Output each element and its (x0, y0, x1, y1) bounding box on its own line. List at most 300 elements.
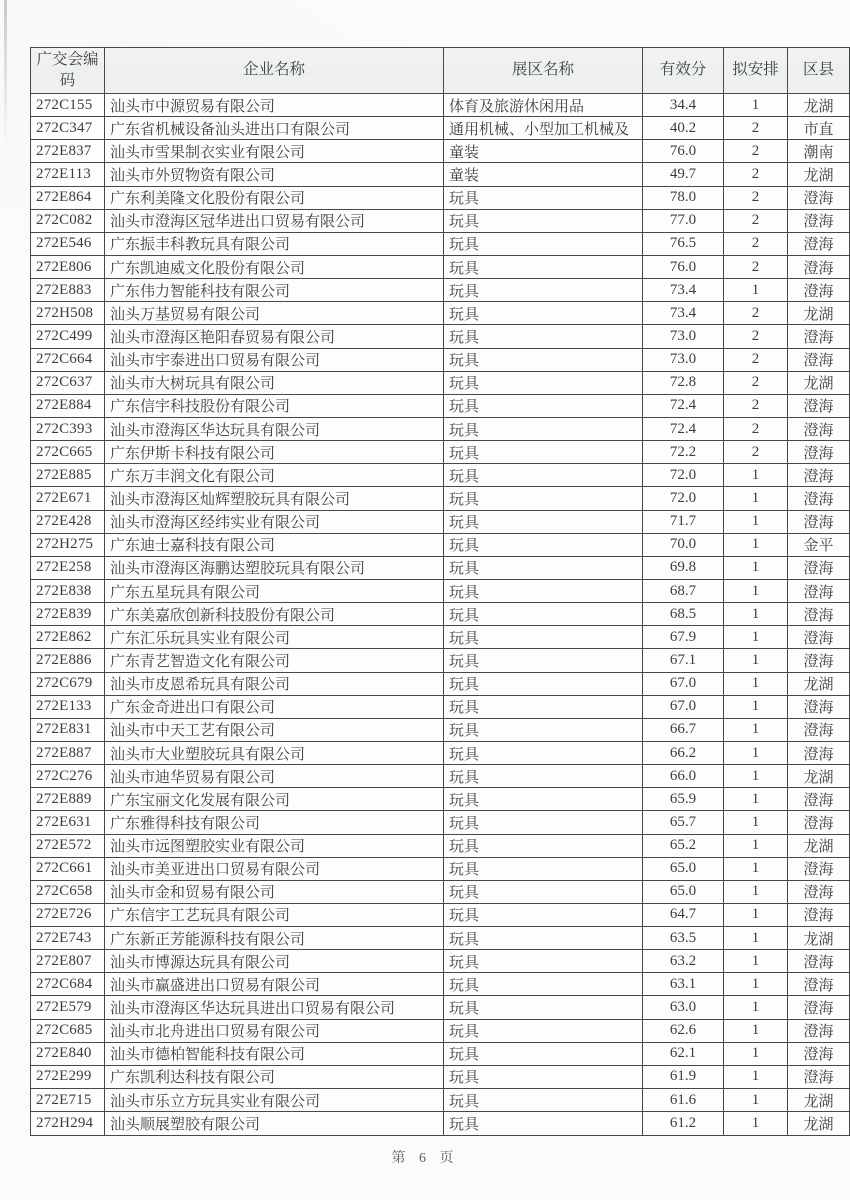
cell-valid-score: 76.0 (643, 140, 724, 163)
cell-district: 龙湖 (788, 302, 850, 325)
cell-valid-score: 71.7 (643, 510, 724, 533)
table-row (31, 464, 850, 487)
cell-fair-code: 272H275 (31, 533, 105, 556)
cell-valid-score: 72.0 (643, 464, 724, 487)
cell-district: 澄海 (788, 903, 850, 926)
cell-company-name: 汕头市澄海区华达玩具有限公司 (105, 417, 444, 440)
cell-exhibit-area: 玩具 (444, 325, 643, 348)
table-row (31, 1089, 850, 1112)
table-row (31, 232, 850, 255)
cell-valid-score: 76.0 (643, 255, 724, 278)
cell-exhibit-area: 玩具 (444, 903, 643, 926)
table-row (31, 903, 850, 926)
cell-valid-score: 62.1 (643, 1042, 724, 1065)
cell-exhibit-area: 玩具 (444, 533, 643, 556)
cell-planned: 2 (724, 232, 788, 255)
cell-valid-score: 63.5 (643, 927, 724, 950)
cell-exhibit-area: 玩具 (444, 649, 643, 672)
cell-exhibit-area: 童装 (444, 140, 643, 163)
table-row (31, 950, 850, 973)
table-row (31, 117, 850, 140)
cell-valid-score: 72.0 (643, 487, 724, 510)
cell-fair-code: 272C665 (31, 441, 105, 464)
cell-company-name: 汕头市雪果制衣实业有限公司 (105, 140, 444, 163)
cell-fair-code: 272C393 (31, 417, 105, 440)
cell-company-name: 汕头市中源贸易有限公司 (105, 94, 444, 117)
table-row (31, 579, 850, 602)
cell-valid-score: 68.5 (643, 603, 724, 626)
cell-valid-score: 67.1 (643, 649, 724, 672)
cell-planned: 1 (724, 718, 788, 741)
cell-district: 澄海 (788, 880, 850, 903)
cell-fair-code: 272E838 (31, 579, 105, 602)
table-row (31, 371, 850, 394)
cell-fair-code: 272E258 (31, 556, 105, 579)
cell-planned: 1 (724, 857, 788, 880)
cell-exhibit-area: 玩具 (444, 1089, 643, 1112)
cell-planned: 1 (724, 903, 788, 926)
cell-valid-score: 72.2 (643, 441, 724, 464)
cell-planned: 1 (724, 94, 788, 117)
cell-company-name: 广东美嘉欣创新科技股份有限公司 (105, 603, 444, 626)
cell-district: 龙湖 (788, 1089, 850, 1112)
col-header-district: 区县 (788, 48, 850, 94)
cell-district: 澄海 (788, 279, 850, 302)
cell-district: 龙湖 (788, 371, 850, 394)
cell-district: 澄海 (788, 741, 850, 764)
cell-valid-score: 70.0 (643, 533, 724, 556)
cell-fair-code: 272E862 (31, 626, 105, 649)
cell-planned: 1 (724, 950, 788, 973)
table-row (31, 1112, 850, 1136)
cell-planned: 1 (724, 626, 788, 649)
cell-planned: 1 (724, 279, 788, 302)
cell-fair-code: 272E715 (31, 1089, 105, 1112)
cell-company-name: 汕头市大树玩具有限公司 (105, 371, 444, 394)
cell-company-name: 广东五星玩具有限公司 (105, 579, 444, 602)
cell-planned: 1 (724, 927, 788, 950)
cell-planned: 1 (724, 556, 788, 579)
cell-exhibit-area: 玩具 (444, 788, 643, 811)
cell-valid-score: 72.4 (643, 417, 724, 440)
cell-company-name: 汕头市美亚进出口贸易有限公司 (105, 857, 444, 880)
cell-planned: 2 (724, 371, 788, 394)
cell-fair-code: 272E113 (31, 163, 105, 186)
table-row (31, 279, 850, 302)
cell-exhibit-area: 玩具 (444, 464, 643, 487)
cell-planned: 1 (724, 1112, 788, 1136)
cell-exhibit-area: 玩具 (444, 510, 643, 533)
cell-exhibit-area: 玩具 (444, 1019, 643, 1042)
cell-company-name: 汕头顺展塑胶有限公司 (105, 1112, 444, 1136)
cell-fair-code: 272E886 (31, 649, 105, 672)
cell-exhibit-area: 通用机械、小型加工机械及 (444, 117, 643, 140)
cell-valid-score: 65.0 (643, 857, 724, 880)
cell-fair-code: 272E837 (31, 140, 105, 163)
cell-fair-code: 272E831 (31, 718, 105, 741)
cell-exhibit-area: 玩具 (444, 695, 643, 718)
cell-exhibit-area: 玩具 (444, 834, 643, 857)
cell-planned: 1 (724, 1065, 788, 1088)
cell-exhibit-area: 玩具 (444, 626, 643, 649)
table-row (31, 695, 850, 718)
cell-district: 龙湖 (788, 672, 850, 695)
table-row (31, 209, 850, 232)
table-body (31, 94, 850, 1136)
cell-exhibit-area: 玩具 (444, 579, 643, 602)
cell-company-name: 汕头市澄海区海鹏达塑胶玩具有限公司 (105, 556, 444, 579)
cell-company-name: 广东万丰润文化有限公司 (105, 464, 444, 487)
cell-planned: 1 (724, 996, 788, 1019)
table-row (31, 325, 850, 348)
cell-planned: 2 (724, 394, 788, 417)
cell-company-name: 汕头万基贸易有限公司 (105, 302, 444, 325)
cell-company-name: 汕头市金和贸易有限公司 (105, 880, 444, 903)
cell-valid-score: 68.7 (643, 579, 724, 602)
cell-valid-score: 73.4 (643, 279, 724, 302)
table-row (31, 94, 850, 117)
cell-fair-code: 272E299 (31, 1065, 105, 1088)
table-row (31, 880, 850, 903)
cell-exhibit-area: 体育及旅游休闲用品 (444, 94, 643, 117)
cell-company-name: 广东信宇工艺玩具有限公司 (105, 903, 444, 926)
cell-valid-score: 72.8 (643, 371, 724, 394)
cell-company-name: 汕头市迪华贸易有限公司 (105, 765, 444, 788)
cell-district: 澄海 (788, 464, 850, 487)
cell-district: 澄海 (788, 186, 850, 209)
cell-fair-code: 272E631 (31, 811, 105, 834)
cell-fair-code: 272E839 (31, 603, 105, 626)
cell-fair-code: 272C658 (31, 880, 105, 903)
cell-exhibit-area: 玩具 (444, 857, 643, 880)
cell-fair-code: 272E428 (31, 510, 105, 533)
cell-district: 澄海 (788, 510, 850, 533)
cell-district: 金平 (788, 533, 850, 556)
cell-valid-score: 49.7 (643, 163, 724, 186)
cell-valid-score: 67.9 (643, 626, 724, 649)
cell-district: 潮南 (788, 140, 850, 163)
table-row (31, 441, 850, 464)
cell-district: 澄海 (788, 857, 850, 880)
cell-district: 澄海 (788, 718, 850, 741)
cell-district: 龙湖 (788, 163, 850, 186)
cell-district: 澄海 (788, 417, 850, 440)
cell-exhibit-area: 玩具 (444, 996, 643, 1019)
cell-company-name: 广东信宇科技股份有限公司 (105, 394, 444, 417)
cell-exhibit-area: 玩具 (444, 765, 643, 788)
table-row (31, 348, 850, 371)
cell-company-name: 广东伊斯卡科技有限公司 (105, 441, 444, 464)
cell-company-name: 汕头市德柏智能科技有限公司 (105, 1042, 444, 1065)
table-row (31, 718, 850, 741)
cell-exhibit-area: 童装 (444, 163, 643, 186)
cell-planned: 1 (724, 533, 788, 556)
cell-planned: 1 (724, 834, 788, 857)
cell-company-name: 汕头市宇泰进出口贸易有限公司 (105, 348, 444, 371)
cell-company-name: 广东伟力智能科技有限公司 (105, 279, 444, 302)
cell-valid-score: 77.0 (643, 209, 724, 232)
cell-fair-code: 272E546 (31, 232, 105, 255)
table-row (31, 510, 850, 533)
cell-company-name: 广东振丰科教玩具有限公司 (105, 232, 444, 255)
cell-company-name: 广东宝丽文化发展有限公司 (105, 788, 444, 811)
cell-fair-code: 272C499 (31, 325, 105, 348)
cell-company-name: 汕头市大业塑胶玩具有限公司 (105, 741, 444, 764)
cell-planned: 1 (724, 811, 788, 834)
cell-valid-score: 61.6 (643, 1089, 724, 1112)
cell-valid-score: 66.2 (643, 741, 724, 764)
cell-exhibit-area: 玩具 (444, 1112, 643, 1136)
col-header-fair-code: 广交会编码 (31, 48, 105, 94)
cell-company-name: 汕头市乐立方玩具实业有限公司 (105, 1089, 444, 1112)
table-row (31, 927, 850, 950)
cell-district: 市直 (788, 117, 850, 140)
table-row (31, 302, 850, 325)
cell-company-name: 汕头市澄海区经纬实业有限公司 (105, 510, 444, 533)
cell-fair-code: 272E883 (31, 279, 105, 302)
table-row (31, 788, 850, 811)
table-row (31, 186, 850, 209)
cell-planned: 1 (724, 695, 788, 718)
cell-exhibit-area: 玩具 (444, 186, 643, 209)
cell-exhibit-area: 玩具 (444, 394, 643, 417)
table-row (31, 255, 850, 278)
cell-district: 澄海 (788, 579, 850, 602)
cell-district: 澄海 (788, 626, 850, 649)
table-row (31, 1042, 850, 1065)
cell-fair-code: 272E133 (31, 695, 105, 718)
cell-exhibit-area: 玩具 (444, 811, 643, 834)
cell-district: 澄海 (788, 1065, 850, 1088)
cell-fair-code: 272H508 (31, 302, 105, 325)
cell-fair-code: 272C684 (31, 973, 105, 996)
table-row (31, 741, 850, 764)
cell-company-name: 汕头市北舟进出口贸易有限公司 (105, 1019, 444, 1042)
cell-fair-code: 272E579 (31, 996, 105, 1019)
cell-company-name: 广东凯迪威文化股份有限公司 (105, 255, 444, 278)
cell-fair-code: 272C155 (31, 94, 105, 117)
cell-district: 澄海 (788, 649, 850, 672)
table-row (31, 394, 850, 417)
cell-fair-code: 272C276 (31, 765, 105, 788)
cell-planned: 1 (724, 765, 788, 788)
cell-fair-code: 272E743 (31, 927, 105, 950)
page-number: 第 6 页 (391, 1151, 459, 1166)
table-row (31, 626, 850, 649)
cell-company-name: 广东雅得科技有限公司 (105, 811, 444, 834)
cell-fair-code: 272E807 (31, 950, 105, 973)
cell-valid-score: 61.2 (643, 1112, 724, 1136)
cell-fair-code: 272C685 (31, 1019, 105, 1042)
cell-planned: 1 (724, 579, 788, 602)
cell-district: 澄海 (788, 255, 850, 278)
cell-company-name: 汕头市远图塑胶实业有限公司 (105, 834, 444, 857)
cell-planned: 1 (724, 1089, 788, 1112)
cell-company-name: 广东利美隆文化股份有限公司 (105, 186, 444, 209)
table-row (31, 1019, 850, 1042)
cell-exhibit-area: 玩具 (444, 603, 643, 626)
cell-planned: 2 (724, 117, 788, 140)
cell-exhibit-area: 玩具 (444, 973, 643, 996)
cell-fair-code: 272E889 (31, 788, 105, 811)
cell-planned: 2 (724, 417, 788, 440)
table-row (31, 811, 850, 834)
cell-planned: 1 (724, 487, 788, 510)
table-row (31, 973, 850, 996)
cell-exhibit-area: 玩具 (444, 279, 643, 302)
cell-fair-code: 272E726 (31, 903, 105, 926)
cell-company-name: 汕头市澄海区艳阳春贸易有限公司 (105, 325, 444, 348)
cell-district: 澄海 (788, 811, 850, 834)
cell-district: 龙湖 (788, 834, 850, 857)
cell-company-name: 广东迪士嘉科技有限公司 (105, 533, 444, 556)
cell-fair-code: 272C347 (31, 117, 105, 140)
cell-company-name: 汕头市澄海区华达玩具进出口贸易有限公司 (105, 996, 444, 1019)
cell-planned: 2 (724, 209, 788, 232)
table-row (31, 533, 850, 556)
cell-district: 龙湖 (788, 765, 850, 788)
cell-district: 澄海 (788, 1019, 850, 1042)
cell-district: 龙湖 (788, 927, 850, 950)
col-header-company-name: 企业名称 (105, 48, 444, 94)
cell-exhibit-area: 玩具 (444, 371, 643, 394)
cell-company-name: 汕头市中天工艺有限公司 (105, 718, 444, 741)
cell-district: 澄海 (788, 556, 850, 579)
cell-exhibit-area: 玩具 (444, 718, 643, 741)
cell-exhibit-area: 玩具 (444, 487, 643, 510)
cell-planned: 2 (724, 255, 788, 278)
cell-company-name: 广东青艺智造文化有限公司 (105, 649, 444, 672)
cell-planned: 2 (724, 140, 788, 163)
cell-exhibit-area: 玩具 (444, 556, 643, 579)
table-row (31, 857, 850, 880)
cell-valid-score: 66.7 (643, 718, 724, 741)
cell-district: 澄海 (788, 603, 850, 626)
cell-district: 澄海 (788, 788, 850, 811)
cell-planned: 1 (724, 880, 788, 903)
cell-planned: 1 (724, 741, 788, 764)
cell-fair-code: 272C637 (31, 371, 105, 394)
cell-planned: 1 (724, 603, 788, 626)
table-row (31, 487, 850, 510)
cell-district: 澄海 (788, 487, 850, 510)
cell-district: 澄海 (788, 394, 850, 417)
cell-planned: 1 (724, 649, 788, 672)
cell-exhibit-area: 玩具 (444, 232, 643, 255)
cell-district: 澄海 (788, 950, 850, 973)
table-row (31, 996, 850, 1019)
cell-company-name: 广东金奇进出口有限公司 (105, 695, 444, 718)
cell-company-name: 汕头市澄海区灿辉塑胶玩具有限公司 (105, 487, 444, 510)
cell-valid-score: 61.9 (643, 1065, 724, 1088)
table-row (31, 672, 850, 695)
scan-edge-shadow (4, 0, 7, 150)
cell-exhibit-area: 玩具 (444, 302, 643, 325)
cell-planned: 1 (724, 973, 788, 996)
cell-district: 澄海 (788, 209, 850, 232)
cell-valid-score: 69.8 (643, 556, 724, 579)
cell-valid-score: 73.0 (643, 348, 724, 371)
cell-fair-code: 272H294 (31, 1112, 105, 1136)
cell-fair-code: 272E572 (31, 834, 105, 857)
cell-fair-code: 272C661 (31, 857, 105, 880)
cell-exhibit-area: 玩具 (444, 1042, 643, 1065)
cell-valid-score: 76.5 (643, 232, 724, 255)
header-row (31, 48, 850, 94)
cell-exhibit-area: 玩具 (444, 209, 643, 232)
cell-district: 澄海 (788, 996, 850, 1019)
cell-planned: 1 (724, 788, 788, 811)
cell-planned: 2 (724, 186, 788, 209)
cell-district: 龙湖 (788, 1112, 850, 1136)
cell-valid-score: 72.4 (643, 394, 724, 417)
cell-valid-score: 73.4 (643, 302, 724, 325)
cell-planned: 2 (724, 348, 788, 371)
cell-planned: 1 (724, 672, 788, 695)
cell-fair-code: 272E840 (31, 1042, 105, 1065)
cell-district: 澄海 (788, 325, 850, 348)
cell-exhibit-area: 玩具 (444, 417, 643, 440)
exhibitor-roster-table (30, 47, 850, 1136)
table-row (31, 765, 850, 788)
cell-district: 澄海 (788, 232, 850, 255)
cell-planned: 2 (724, 302, 788, 325)
cell-fair-code: 272E806 (31, 255, 105, 278)
cell-company-name: 汕头市澄海区冠华进出口贸易有限公司 (105, 209, 444, 232)
cell-exhibit-area: 玩具 (444, 1065, 643, 1088)
cell-district: 龙湖 (788, 94, 850, 117)
cell-valid-score: 78.0 (643, 186, 724, 209)
table-row (31, 140, 850, 163)
cell-valid-score: 73.0 (643, 325, 724, 348)
cell-planned: 1 (724, 1019, 788, 1042)
cell-planned: 2 (724, 163, 788, 186)
cell-exhibit-area: 玩具 (444, 348, 643, 371)
cell-exhibit-area: 玩具 (444, 741, 643, 764)
cell-valid-score: 63.1 (643, 973, 724, 996)
cell-company-name: 广东汇乐玩具实业有限公司 (105, 626, 444, 649)
cell-valid-score: 62.6 (643, 1019, 724, 1042)
cell-exhibit-area: 玩具 (444, 880, 643, 903)
cell-planned: 1 (724, 1042, 788, 1065)
col-header-planned: 拟安排 (724, 48, 788, 94)
cell-valid-score: 64.7 (643, 903, 724, 926)
cell-fair-code: 272E671 (31, 487, 105, 510)
cell-valid-score: 67.0 (643, 695, 724, 718)
cell-district: 澄海 (788, 973, 850, 996)
cell-exhibit-area: 玩具 (444, 255, 643, 278)
cell-exhibit-area: 玩具 (444, 672, 643, 695)
cell-valid-score: 65.2 (643, 834, 724, 857)
cell-district: 澄海 (788, 695, 850, 718)
cell-fair-code: 272C082 (31, 209, 105, 232)
cell-valid-score: 63.0 (643, 996, 724, 1019)
cell-company-name: 汕头市外贸物资有限公司 (105, 163, 444, 186)
cell-fair-code: 272E884 (31, 394, 105, 417)
cell-district: 澄海 (788, 441, 850, 464)
cell-planned: 1 (724, 464, 788, 487)
col-header-valid-score: 有效分 (643, 48, 724, 94)
table-row (31, 556, 850, 579)
cell-valid-score: 65.7 (643, 811, 724, 834)
table-row (31, 1065, 850, 1088)
cell-valid-score: 65.0 (643, 880, 724, 903)
cell-fair-code: 272E887 (31, 741, 105, 764)
cell-valid-score: 34.4 (643, 94, 724, 117)
cell-valid-score: 40.2 (643, 117, 724, 140)
cell-exhibit-area: 玩具 (444, 950, 643, 973)
cell-fair-code: 272C664 (31, 348, 105, 371)
